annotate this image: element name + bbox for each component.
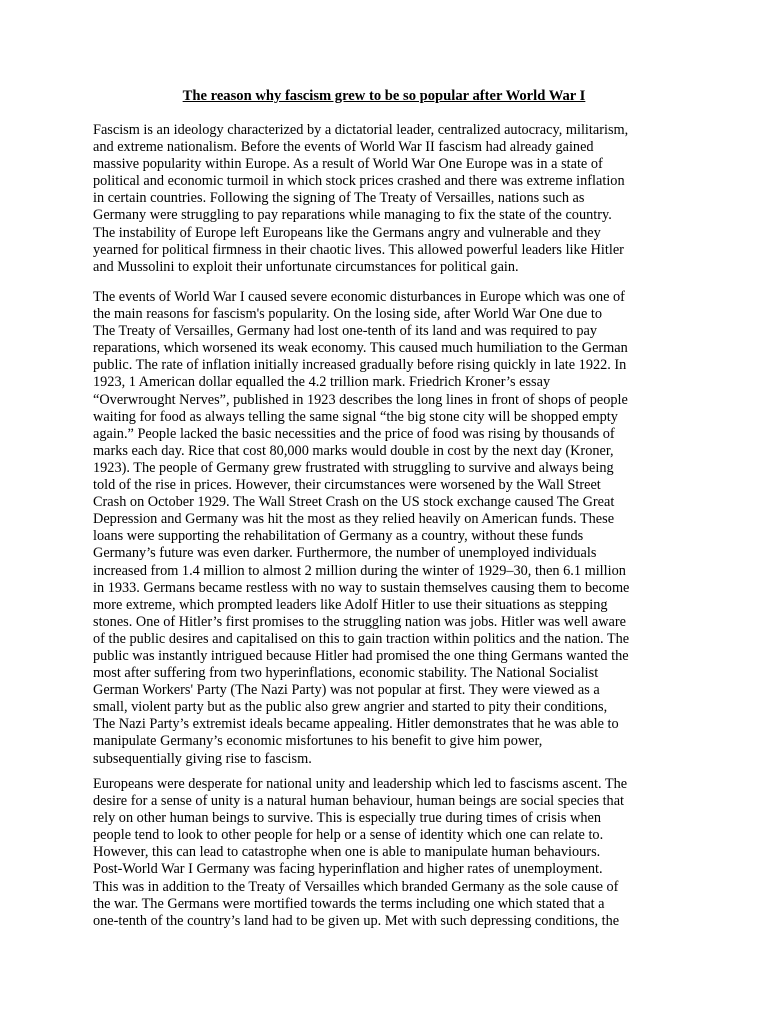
text-line: Depression and Germany was hit the most as they relied heavily on American funds. These bbox=[93, 511, 615, 528]
text-line: in 1933. Germans became restless with no way to sustain themselves causing them to become bbox=[93, 579, 630, 596]
paragraph-3 bbox=[93, 776, 693, 930]
text-line: and Mussolini to exploit their unfortunate circumstances for political gain. bbox=[93, 258, 519, 275]
text-line: in certain countries. Following the signing of The Treaty of Versailles, nations such as bbox=[93, 190, 585, 207]
text-line: German Workers' Party (The Nazi Party) was not popular at first. They were viewed as a bbox=[93, 682, 600, 699]
text-line: small, violent party but as the public also grew angrier and started to pity their conditions, bbox=[93, 699, 608, 716]
text-line: political and economic turmoil in which stock prices crashed and there was extreme inflation bbox=[93, 173, 625, 190]
text-line: and extreme nationalism. Before the events of World War II fascism had already gained bbox=[93, 139, 594, 156]
text-line: rely on other human beings to survive. This is especially true during times of crisis when bbox=[93, 810, 601, 827]
text-line: manipulate Germany’s economic misfortunes to his benefit to give him power, bbox=[93, 733, 543, 750]
text-line: The instability of Europe left Europeans like the Germans angry and vulnerable and they bbox=[93, 224, 601, 241]
text-line: Germany’s future was even darker. Furthermore, the number of unemployed individuals bbox=[93, 545, 597, 562]
document-title: The reason why fascism grew to be so popular after World War I bbox=[182, 88, 586, 104]
text-line: of the public desires and capitalised on this to gain traction within politics and the nation. The bbox=[93, 630, 630, 647]
text-line: desire for a sense of unity is a natural human behaviour, human beings are social species that bbox=[93, 793, 625, 810]
text-line: increased from 1.4 million to almost 2 million during the winter of 1929–30, then 6.1 million bbox=[93, 562, 626, 579]
text-line: one-tenth of the country’s land had to be given up. Met with such depressing conditions, the bbox=[93, 912, 620, 929]
text-line: The Nazi Party’s extremist ideals became appealing. Hitler demonstrates that he was able to bbox=[93, 716, 619, 733]
text-line: massive popularity within Europe. As a result of World War One Europe was in a state of bbox=[93, 156, 603, 173]
text-line: Germany were struggling to pay reparations while managing to fix the state of the country. bbox=[93, 207, 612, 224]
text-line: Fascism is an ideology characterized by a dictatorial leader, centralized autocracy, militarism, bbox=[93, 122, 629, 138]
paragraph-2 bbox=[93, 289, 693, 768]
text-line: the main reasons for fascism's popularity. On the losing side, after World War One due to bbox=[93, 306, 603, 323]
text-line: Europeans were desperate for national unity and leadership which led to fascisms ascent. The bbox=[93, 776, 628, 792]
text-line: subsequentially giving rise to fascism. bbox=[93, 750, 312, 767]
text-line: “Overwrought Nerves”, published in 1923 describes the long lines in front of shops of people bbox=[93, 391, 628, 408]
paragraph-1 bbox=[93, 122, 693, 276]
text-line: again.” People lacked the basic necessities and the price of food was rising by thousands of bbox=[93, 425, 615, 442]
text-line: stones. One of Hitler’s first promises to the struggling nation was jobs. Hitler was well aware bbox=[93, 613, 626, 630]
text-line: reparations, which worsened its weak economy. This caused much humiliation to the German bbox=[93, 340, 628, 357]
text-line: loans were supporting the rehabilitation of Germany as a country, without these funds bbox=[93, 528, 584, 545]
text-line: marks each day. Rice that cost 80,000 marks would double in cost by the next day (Kroner, bbox=[93, 442, 614, 459]
text-line: waiting for food as always telling the same signal “the big stone city will be shopped empty bbox=[93, 408, 618, 425]
text-line: more extreme, which prompted leaders like Adolf Hitler to use their situations as stepping bbox=[93, 596, 608, 613]
text-line: This was in addition to the Treaty of Versailles which branded Germany as the sole cause of bbox=[93, 878, 619, 895]
text-line: told of the rise in prices. However, their circumstances were worsened by the Wall Street bbox=[93, 477, 601, 494]
text-line: The Treaty of Versailles, Germany had lost one-tenth of its land and was required to pay bbox=[93, 323, 597, 340]
text-line: 1923). The people of Germany grew frustrated with struggling to survive and always being bbox=[93, 459, 614, 476]
text-line: most after suffering from two hyperinflations, economic stability. The National Socialist bbox=[93, 665, 599, 682]
text-line: 1923, 1 American dollar equalled the 4.2 trillion mark. Friedrich Kroner’s essay bbox=[93, 374, 551, 391]
text-line: the war. The Germans were mortified towards the terms including one which stated that a bbox=[93, 895, 605, 912]
text-line: public was instantly intrigued because Hitler had promised the one thing Germans wanted the bbox=[93, 647, 629, 664]
text-line: Crash on October 1929. The Wall Street Crash on the US stock exchange caused The Great bbox=[93, 494, 615, 511]
text-line: The events of World War I caused severe economic disturbances in Europe which was one of bbox=[93, 289, 625, 305]
text-line: Post-World War I Germany was facing hyperinflation and higher rates of unemployment. bbox=[93, 861, 603, 878]
text-line: yearned for political firmness in their chaotic lives. This allowed powerful leaders like Hitler bbox=[93, 241, 624, 258]
text-line: people tend to look to other people for help or a sense of identity which one can relate to. bbox=[93, 827, 604, 844]
text-line: However, this can lead to catastrophe when one is able to manipulate human behaviours. bbox=[93, 844, 601, 861]
text-line: public. The rate of inflation initially increased gradually before rising quickly in late 1922. In bbox=[93, 357, 627, 374]
